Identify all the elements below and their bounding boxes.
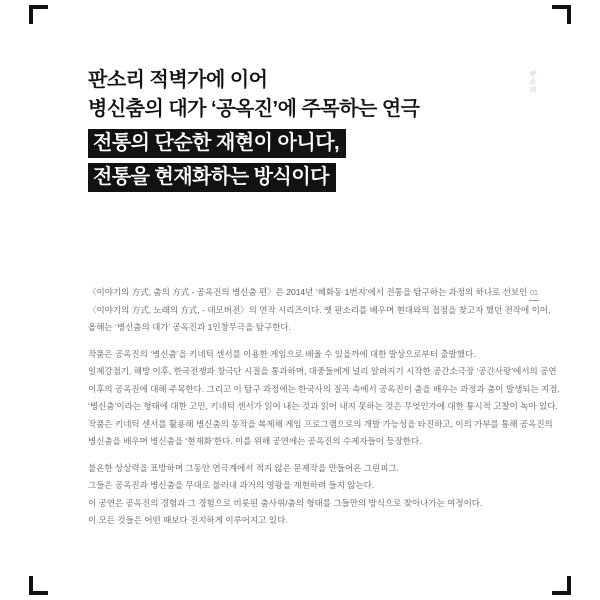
- title-highlight-row-1: [88, 129, 419, 158]
- body-line: 병신춤을 배우며 병신춤을 ‘현재화’한다. 이를 위해 공연에는 공옥진의 수제자들이 등장한다.: [88, 436, 422, 446]
- body-line: 작품은 공옥진의 ‘병신춤’을 키네틱 센서를 이용한 게임으로 배울 수 있을까에 대한 발상으로부터 출발했다.: [88, 348, 476, 359]
- page-number-underline: [529, 300, 539, 301]
- crop-mark-bottom-left: [29, 576, 48, 595]
- body-line: 〈이야기의 方式, 노래의 方式, - 데모버전〉의 연작 시리즈이다. 옛 판소리를 배우며 현대와의 접점을 찾고자 했던 전작에 이어,: [88, 304, 551, 315]
- paragraph-3: [88, 460, 528, 530]
- title-line-2: 병신춤의 대가 ‘공옥진’에 주목하는 연극: [88, 98, 420, 120]
- crop-mark-bottom-right: [552, 576, 571, 595]
- body-line: 이 모든 것들은 어떤 때보다 진지하게 이루어지고 있다.: [88, 515, 288, 525]
- title-highlight-row-2: [88, 163, 419, 192]
- body-line: 일제강점기, 해방 이후, 한국전쟁과 창극단 시절을 통과하며, 대중들에게 널리 알려지기 시작한 공간소극장 ‘공간사랑’에서의 공연: [88, 366, 557, 376]
- crop-mark-top-left: [29, 5, 48, 24]
- paragraph-2: [88, 346, 560, 451]
- title-highlight-line-2: 전통을 현재화하는 방식이다: [88, 163, 336, 192]
- article-title: [88, 66, 419, 192]
- margin-vertical-label: 판소리: [529, 70, 536, 94]
- article-body: [88, 284, 560, 539]
- body-line: 〈이야기의 方式, 춤의 方式 - 공옥진의 병신춤 편〉은 2014년 ‘혜화동 1번지’에서 전통을 탐구하는 과정의 하나로 선보인: [88, 287, 528, 297]
- page-number-text: 01: [530, 290, 538, 297]
- body-line: 올해는 ‘병신춤의 대가’ 공옥진과 1인창무극을 탐구한다.: [88, 322, 292, 332]
- crop-mark-top-right: [552, 5, 571, 24]
- body-line: ‘병신춤’이라는 형태에 대한 고민, 키네틱 센서가 읽어 내는 것과 읽어 내지 못하는 것은 무엇인가에 대한 통시적 고찰이 녹아 있다.: [88, 401, 558, 411]
- body-line: 작품은 키네틱 센서를 활용해 병신춤의 동작을 복제해 게임 프로그램으로의 개발 가능성을 타진하고, 이의 가부를 통해 공옥진의: [88, 418, 553, 429]
- body-line: 이후의 공옥진에 대해 주목한다. 그리고 이 탐구 과정에는 한국사의 질곡 속에서 공옥진이 춤을 배우는 과정과 춤이 발생되는 지점,: [88, 383, 560, 394]
- body-line: 불온한 상상력을 표방하며 그동안 연극계에서 적지 않은 문제작을 만들어온 그린피그.: [88, 462, 400, 473]
- body-line: 그들은 공옥진과 병신춤을 무대로 불러내 과거의 영광을 재현하려 들지 않는다.: [88, 480, 375, 490]
- paragraph-1: [88, 284, 551, 337]
- title-highlight-line-1: 전통의 단순한 재현이 아니다,: [88, 129, 346, 158]
- body-line: 이 공연은 공옥진의 경험과 그 경험으로 비롯된 춤사위/춤의 형태를 그들만의 방식으로 찾아나가는 여정이다.: [88, 497, 483, 508]
- title-line-1: 판소리 적벽가에 이어: [88, 69, 268, 91]
- page-number: [529, 290, 539, 301]
